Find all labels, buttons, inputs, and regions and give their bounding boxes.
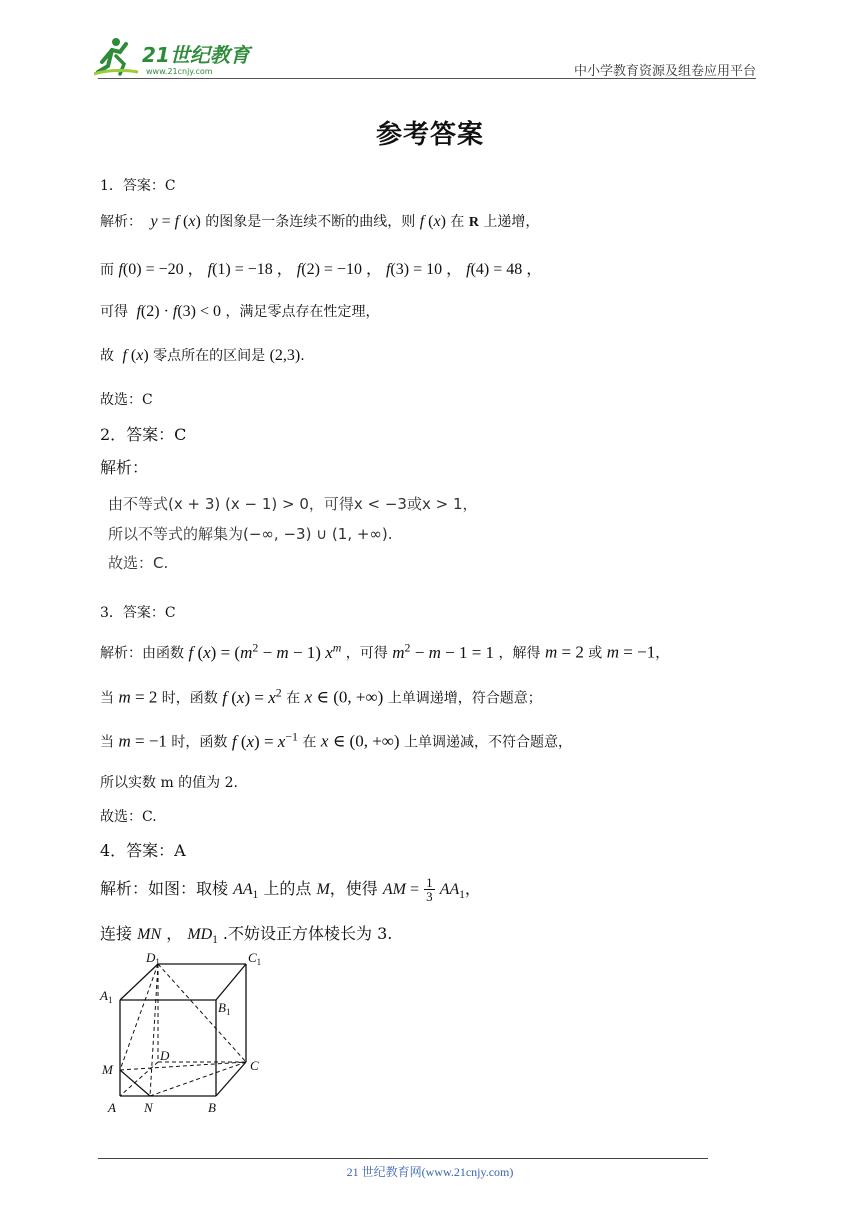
footer-rule (98, 1158, 708, 1159)
label-D1: $D_1$ (146, 950, 160, 967)
runner-logo-icon (94, 38, 138, 74)
q4-line-2: 连接 MN ， $MD_1$ .不妨设正方体棱长为 3. (100, 924, 393, 947)
q2-analysis-label: 解析： (100, 458, 149, 477)
label-B1: $B_1$ (218, 1000, 231, 1017)
site-logo (94, 32, 264, 80)
q1-answer: 1．答案：C (100, 178, 176, 194)
label-C1: $C_1$ (248, 950, 262, 967)
cube-solid-edges (120, 964, 246, 1096)
q1-line-4: 故 f (x) 零点所在的区间是 (2,3). (100, 347, 305, 364)
document-title: 参考答案 (375, 120, 484, 150)
logo-url: www.21cnjy.com (146, 67, 213, 76)
q2-solution-line-1: 由不等式(x + 3) (x − 1) > 0，可得x < −3或x > 1， (108, 495, 478, 513)
q3-conclusion: 故选：C. (100, 809, 157, 825)
q1-line-2: 而 f(0) = −20 ， f(1) = −18 ， f(2) = −10 ， f(3) = 10 ， f(4) = 48 ， (100, 261, 543, 278)
label-D: D (160, 1048, 170, 1063)
q3-line-1: 解析：由函数 f $(x) = (m^2 - m - 1)$ $x^m$ ，可得 $m^2 - m - 1 = 1$ ，解得 m = 2 或 m = −1， (100, 640, 670, 662)
q3-line-4: 所以实数 m 的值为 2. (100, 775, 238, 791)
q1-line-1: 解析： y = f (x) 的图象是一条连续不断的曲线，则 f (x) 在 R 上递增， (100, 213, 540, 230)
q1-conclusion: 故选：C (100, 392, 153, 408)
q3-line-2: 当 m = 2 时，函数 f $(x) = x^2$ 在 x ∈ (0, +∞) 上单调递增，符合题意； (100, 685, 542, 707)
q3-answer: 3．答案：C (100, 605, 176, 621)
q1-line-3: 可得 f(2) · f(3) < 0 ，满足零点存在性定理， (100, 303, 380, 320)
label-M: M (102, 1062, 113, 1077)
q4-answer: 4．答案：A (100, 841, 186, 860)
q3-line-3: 当 m = −1 时，函数 f $(x) = x^{-1}$ 在 x ∈ (0, +∞) 上单调递减，不符合题意， (100, 729, 573, 751)
label-B: B (208, 1100, 216, 1115)
label-A: A (108, 1100, 116, 1115)
q2-answer: 2．答案：C (100, 425, 187, 444)
label-N: N (144, 1100, 153, 1115)
one-third-fraction: $\frac{1}{3}$ (426, 875, 433, 904)
q4-line-1: 解析：如图：取棱 $AA_1$ 上的点 M，使得 AM = $\frac{1}{3}$ $AA_1$， (100, 875, 481, 904)
cube-hidden-edges (120, 964, 246, 1096)
q2-solution-line-2: 所以不等式的解集为(−∞, −3) ∪ (1, +∞). (108, 525, 393, 543)
label-C: C (250, 1058, 259, 1073)
footer-link[interactable]: 21 世纪教育网(www.21cnjy.com) (346, 1165, 514, 1179)
label-A1: $A_1$ (100, 988, 113, 1005)
logo-text: 21世纪教育 (142, 43, 250, 67)
platform-name: 中小学教育资源及组卷应用平台 (573, 64, 756, 79)
q2-solution-image (108, 488, 488, 578)
q2-solution-line-3: 故选：C. (108, 554, 169, 572)
cube-figure (96, 950, 276, 1120)
